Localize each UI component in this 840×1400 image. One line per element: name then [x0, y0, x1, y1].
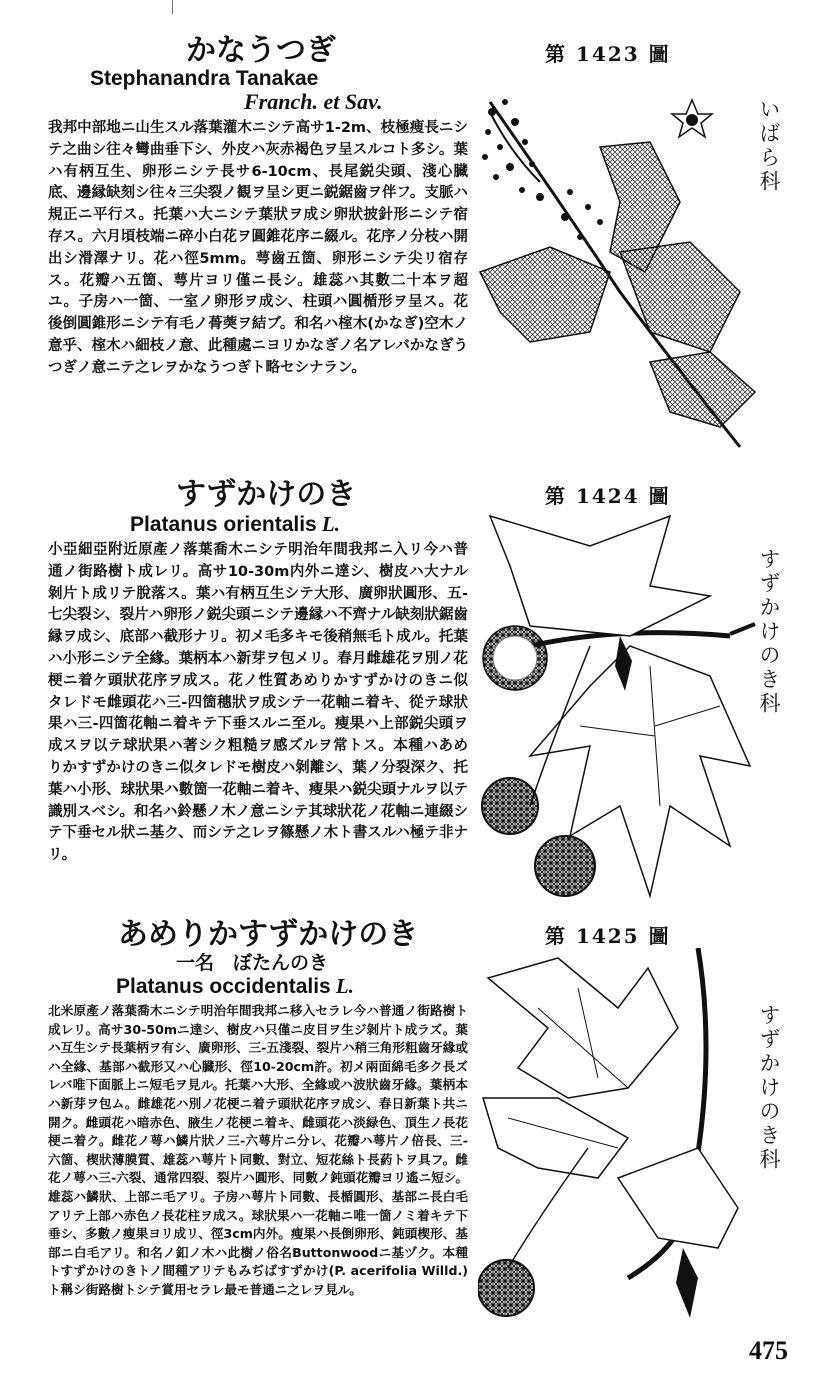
- alternate-name: 一名 ぼたんのき: [176, 952, 329, 974]
- description-text: 北米原產ノ落葉喬木ニシテ明治年間我邦ニ移入セラレ今ハ普通ノ街路樹ト成レリ。高サ30-50mニ達シ、樹皮ハ只僅ニ皮目ヲ生ジ剝片ト成ラズ。葉ハ互生シテ長葉柄ヲ有シ、廣卵形、三-五淺裂、裂片ハ稍三角形粗齒牙緣或ハ全緣、基部ハ截形又ハ心臓形、徑10-20cm許。初メ兩面綿毛多ク長ズレバ唯下面脈上ニ短毛ヲ見ル。托葉ハ大形、全緣或ハ波狀齒牙緣。葉柄本ハ新芽ヲ包ム。雌雄花ハ別ノ花梗ニ着テ頭狀花序ヲ成シ、春日新葉ト共ニ開ク。雌頭花ハ暗赤色、腋生ノ花梗ニ着キ、雌頭花ハ淡緑色、頂生ノ長花梗ニ着ク。雌花ノ萼ハ鱗片狀ノ三-六萼片ニ分レ、花瓣ハ萼片ノ倍長、三-六箇、楔狀薄膜質、雄蕊ハ萼片ト同數、對立、短花絲ト長葯トヲ具フ。雌花ノ萼ハ三-六裂、通常四裂、裂片ハ圓形、同數ノ鈍頭花瓣ヨリ遙ニ短シ。雄蕊ハ鱗狀、上部ニ毛アリ。子房ハ萼片ト同數、長楯圓形、基部ニ長白毛アリテ上部ハ赤色ノ長花柱ヲ成ス。球狀果ハ一花軸ニ唯一箇ノミ着キテ下垂シ、多數ノ瘦果ヨリ成リ、徑3cm内外。瘦果ハ長倒卵形、鈍頭楔形、基部ニ白毛アリ。和名ノ釦ノ木ハ此樹ノ俗名Buttonwoodニ基ヅク。本種トすずかけのきトノ間種アリテもみぢばすずかけ(P. acerifolia Willd.)ト稱シ街路樹トシテ賞用セラレ最モ普通ニ之レヲ見ル。: [48, 1003, 468, 1297]
- scientific-name: Platanus occidentalis: [116, 975, 331, 998]
- japanese-name: あめりかすずかけのき: [118, 917, 419, 952]
- japanese-name: すずかけのき: [176, 477, 357, 512]
- figure-number-1425: 第 1425 圖: [545, 924, 671, 948]
- entry-1425: [48, 918, 468, 1380]
- platanus-orientalis-illustration: [470, 506, 760, 906]
- author-citation: L.: [335, 974, 354, 998]
- scientific-name: Stephanandra Tanakae: [90, 67, 319, 90]
- description-text: 我邦中部地ニ山生スル落葉灌木ニシテ高サ1-2m、枝極痩長ニシテ之曲シ往々彎曲垂下シ、外皮ハ灰赤褐色ヲ呈スルコト多シ。葉ハ有柄互生、卵形ニシテ長サ6-10cm、長尾鋭尖頭、淺心臓底、邊縁缺刻シ往々三尖裂ノ観ヲ呈シ更ニ鋭鋸齒ヲ伴フ。支脈ハ規正ニ平行ス。托葉ハ大ニシテ葉狀ヲ成シ卵狀披針形ニシテ宿存ス。六月頃枝端ニ碎小白花ヲ圓錐花序ニ綴ル。花序ノ分枝ハ開出シ滑澤ナリ。花ハ徑5mm。萼齒五箇、卵形ニシテ尖リ宿存ス。花瓣ハ五箇、萼片ヨリ僅ニ長シ。雄蕊ハ其數二十本ヲ超ユ。子房ハ一箇、一室ノ卵形ヲ成シ、柱頭ハ圓楯形ヲ呈ス。花後倒圓錐形ニシテ有毛ノ蓇葖ヲ結ブ。和名ハ榁木(かなぎ)空木ノ意乎、榁木ハ細枝ノ意、此種處ニヨリかなぎノ名アレバかなぎうつぎノ意ニテ之レヲかなうつぎト略セシナラン。: [48, 120, 468, 376]
- entry-1424: [48, 478, 468, 896]
- stephanandra-illustration: [470, 72, 760, 452]
- description-text: 小亞細亞附近原產ノ落葉喬木ニシテ明治年間我邦ニ入リ今ハ普通ノ街路樹ト成レリ。高サ10-30m内外ニ達シ、樹皮ハ大ナル剝片ト成リテ脫落ス。葉ハ有柄互生シテ大形、廣卵狀圓形、五-七尖裂シ、裂片ハ卵形ノ鋭尖頭ニシテ邊縁ハ不齊ナル缺刻狀鋸齒縁ヲ成シ、底部ハ截形ナリ。初メ毛多キモ後稍無毛ト成ル。托葉ハ小形ニシテ全緣。葉柄本ハ新芽ヲ包メリ。春月雌雄花ヲ別ノ花梗ニ着ケ頭狀花序ヲ成ス。花ノ性質あめりかすずかけのきニ似タレドモ雌頭花ハ三-四箇穗狀ヲ成シテ一花軸ニ着キ、從テ球狀果ハ三-四箇花軸ニ着キテ下垂スルニ至ル。瘦果ハ上部鋭尖頭ヲ成スヲ以テ球狀果ハ著シク粗糙ヲ感ズルヲ常トス。本種ハあめりかすずかけのきニ似タレドモ樹皮ハ剝離シ、葉ノ分裂深ク、托葉ハ小形、球狀果ハ數箇一花軸ニ着キ、瘦果ハ鋭尖頭ナルヲ以テ識別スベシ。和名ハ鈴懸ノ木ノ意ニシテ其球狀花ノ花軸ニ連綴シテ下垂セル狀ニ基ク、而シテ之レヲ篠懸ノ木ト書スルハ極テ非ナリ。: [48, 542, 468, 864]
- family-name: すずかけのき科: [757, 1004, 781, 1172]
- figure-number-1424: 第 1424 圖: [545, 484, 671, 508]
- family-name: いばら科: [757, 98, 781, 194]
- scientific-name-line: [48, 974, 468, 998]
- entry-1423: [48, 34, 468, 448]
- platanus-occidentalis-illustration: [478, 948, 748, 1328]
- scientific-name: Platanus orientalis: [130, 513, 317, 536]
- author-citation: L.: [321, 512, 340, 536]
- japanese-name: かなうつぎ: [186, 33, 336, 68]
- author-citation: Franch. et Sav.: [244, 89, 383, 114]
- figure-number-1423: 第 1423 圖: [545, 42, 671, 66]
- scientific-name-line: [48, 512, 468, 536]
- family-name: すずかけのき科: [757, 548, 781, 716]
- top-rule-mark: [172, 0, 173, 14]
- page-number: 475: [749, 1336, 788, 1365]
